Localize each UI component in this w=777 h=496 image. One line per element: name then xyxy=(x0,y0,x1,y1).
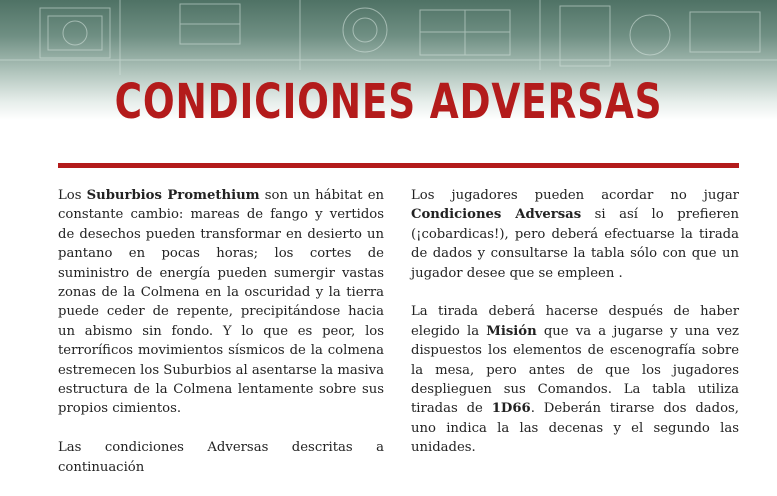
left-paragraph-2: Las condiciones Adversas descritas a continuación xyxy=(58,440,384,475)
title-divider xyxy=(58,163,739,168)
page-title: CONDICIONES ADVERSAS xyxy=(114,74,663,130)
right-paragraph-2: La tirada deberá hacerse después de haber elegido la Misión que va a jugarse y una vez dispuestos los elementos de escenografía sobre la mesa, pero antes de que los jugadores desplieguen sus Comandos. La tabla utiliza tiradas de 1D66. Deberán tirarse dos dados, uno indica la las decenas y el segundo las unidades. xyxy=(411,304,739,456)
right-paragraph-1: Los jugadores pueden acordar no jugar Condiciones Adversas si así lo prefieren (¡cobardicas!), pero deberá efectuarse la tirada de dados y consultarse la tabla sólo con que un jugador desee que se empleen . xyxy=(411,188,739,281)
left-paragraph-1: Los Suburbios Promethium son un hábitat en constante cambio: mareas de fango y vertidos de desechos pueden transformar en desierto un pantano en pocas horas; los cortes de suministro de energía pueden sumergir vastas zonas de la Colmena en la oscuridad y la tierra puede ceder de repente, precipitándose hacia un abismo sin fondo. Y lo que es peor, los terroríficos movimientos sísmicos de la colmena estremecen los Suburbios al asentarse la masiva estructura de la Colmena lentamente sobre sus propios cimientos. xyxy=(58,188,384,417)
left-column xyxy=(58,186,384,496)
right-column xyxy=(411,186,739,477)
